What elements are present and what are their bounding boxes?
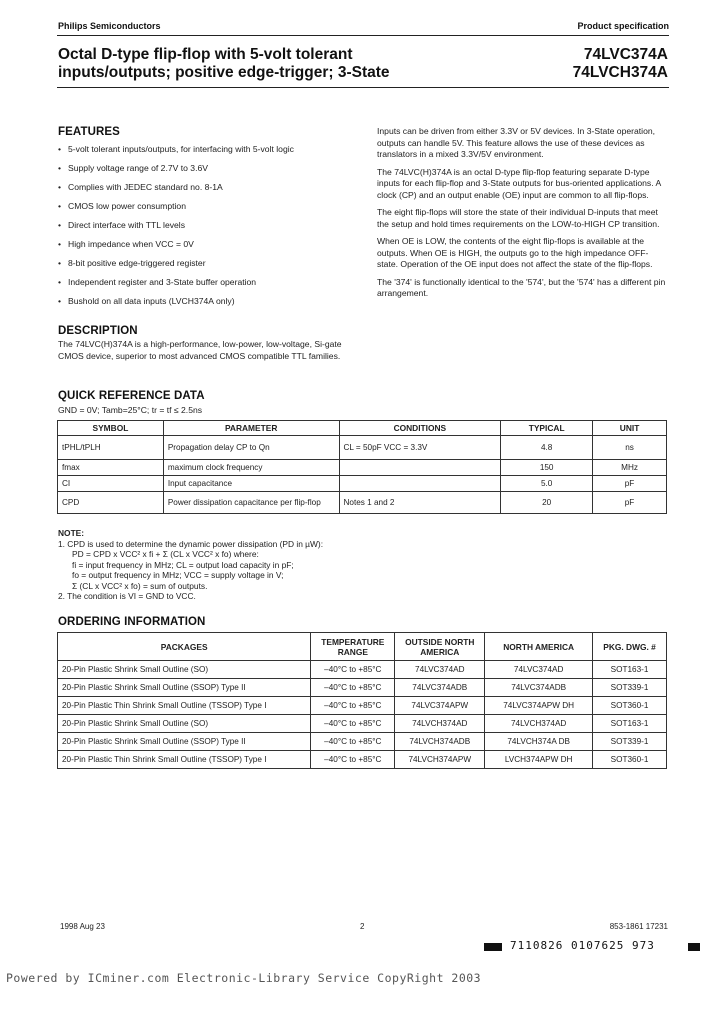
column-header: NORTH AMERICA [485,633,593,661]
ordering-table [57,632,667,769]
title-line-2: inputs/outputs; positive edge-trigger; 3-State [58,64,390,81]
feature-item: • Direct interface with TTL levels [58,220,358,239]
parameter-cell: maximum clock frequency [163,460,339,476]
description-section [58,325,350,362]
unit-cell: MHz [593,460,667,476]
footer-date: 1998 Aug 23 [60,922,105,931]
package-cell: 20-Pin Plastic Shrink Small Outline (SSOP) Type II [58,733,311,751]
symbol-cell: tPHL/tPLH [58,436,164,460]
parameter-cell: Input capacitance [163,476,339,492]
north-america-cell: 74LVCH374AD [485,715,593,733]
parameter-cell: Power dissipation capacitance per flip-flop [163,492,339,514]
table-row [58,733,667,751]
outside-na-cell: 74LVCH374ADB [395,733,485,751]
table-row [58,492,667,514]
column-header: CONDITIONS [339,421,501,436]
barcode-number: 7110826 0107625 973 [510,939,655,952]
column-header: PARAMETER [163,421,339,436]
conditions-cell: Notes 1 and 2 [339,492,501,514]
pkg-dwg-cell: SOT339-1 [593,679,667,697]
note-line: 1. CPD is used to determine the dynamic power dissipation (PD in µW): [58,538,324,549]
footer-doc-code: 853-1861 17231 [609,922,668,931]
feature-item: • High impedance when VCC = 0V [58,239,358,258]
column-header: OUTSIDE NORTH AMERICA [395,633,485,661]
footer-page-number: 2 [360,922,365,931]
package-cell: 20-Pin Plastic Shrink Small Outline (SSOP) Type II [58,679,311,697]
document-type: Product specification [577,21,669,31]
part-number-2: 74LVCH374A [572,64,668,81]
note-line: 2. The condition is VI = GND to VCC. [58,591,196,601]
temperature-cell: –40°C to +85°C [311,715,395,733]
powered-by-notice: Powered by ICminer.com Electronic-Library Service CopyRight 2003 [6,971,482,985]
typical-cell: 150 [501,460,593,476]
note-line: fi = input frequency in MHz; CL = output load capacity in pF; [72,559,294,570]
quick-ref-table [57,420,667,514]
column-header: PACKAGES [58,633,311,661]
pkg-dwg-cell: SOT360-1 [593,697,667,715]
symbol-cell: CPD [58,492,164,514]
outside-na-cell: 74LVC374APW [395,697,485,715]
typical-cell: 4.8 [501,436,593,460]
typical-cell: 20 [501,492,593,514]
north-america-cell: LVCH374APW DH [485,751,593,769]
temperature-cell: –40°C to +85°C [311,697,395,715]
unit-cell: ns [593,436,667,460]
symbol-cell: CI [58,476,164,492]
north-america-cell: 74LVC374AD [485,661,593,679]
symbol-cell: fmax [58,460,164,476]
right-column [377,126,669,300]
title-line-1: Octal D-type flip-flop with 5-volt tolerant [58,46,353,63]
paragraph-flipflops: The eight flip-flops will store the state of their individual D-inputs that meet the setup and hold times requirements on the LOW-to-HIGH CP transition. [377,207,660,229]
note-line: fo = output frequency in MHz; VCC = supply voltage in V; [72,570,284,580]
paragraph-pin-arrangement: The '374' is functionally identical to the '574', but the '574' has a different pin arrangement. [377,276,666,298]
conditions-cell [339,476,501,492]
pkg-dwg-cell: SOT163-1 [593,715,667,733]
feature-item: • CMOS low power consumption [58,201,358,220]
column-header: TEMPERATURE RANGE [311,633,395,661]
unit-cell: pF [593,476,667,492]
temperature-cell: –40°C to +85°C [311,679,395,697]
temperature-cell: –40°C to +85°C [311,661,395,679]
temperature-cell: –40°C to +85°C [311,751,395,769]
feature-item: • Bushold on all data inputs (LVCH374A only) [58,296,358,315]
unit-cell: pF [593,492,667,514]
note-line: PD = CPD x VCC² x fi + Σ (CL x VCC² x fo) where: [72,549,259,559]
quick-ref-heading: QUICK REFERENCE DATA [58,390,205,402]
paragraph-inputs: Inputs can be driven from either 3.3V or 5V devices. In 3-State operation, outputs can handle 5V. This feature allows the use of these devices as translators in a mixed 3.3V/5V environment. [377,126,656,159]
table-row [58,715,667,733]
feature-item: • 5-volt tolerant inputs/outputs, for interfacing with 5-volt logic [58,144,358,163]
feature-item: • 8-bit positive edge-triggered register [58,258,358,277]
table-row [58,661,667,679]
paragraph-output-enable: When OE is LOW, the contents of the eight flip-flops is available at the outputs. When OE is HIGH, the outputs go to the high impedance OFF-state. Operation of the OE input does not affect the state of the flip-flops. [377,236,653,269]
north-america-cell: 74LVC374ADB [485,679,593,697]
column-header: UNIT [593,421,667,436]
description-text: The 74LVC(H)374A is a high-performance, low-power, low-voltage, Si-gate CMOS device, superior to most advanced CMOS compatible TTL families. [58,339,342,361]
table-header-row [58,633,667,661]
pkg-dwg-cell: SOT163-1 [593,661,667,679]
table-header-row [58,421,667,436]
outside-na-cell: 74LVCH374APW [395,751,485,769]
column-header: TYPICAL [501,421,593,436]
description-heading: DESCRIPTION [58,325,138,337]
north-america-cell: 74LVC374APW DH [485,697,593,715]
conditions-cell [339,460,501,476]
pkg-dwg-cell: SOT339-1 [593,733,667,751]
note-line: Σ (CL x VCC² x fo) = sum of outputs. [72,580,208,591]
features-heading: FEATURES [58,126,120,138]
column-header: SYMBOL [58,421,164,436]
table-row [58,679,667,697]
feature-item: • Independent register and 3-State buffer operation [58,277,358,296]
temperature-cell: –40°C to +85°C [311,733,395,751]
ordering-heading: ORDERING INFORMATION [58,616,206,628]
package-cell: 20-Pin Plastic Thin Shrink Small Outline (TSSOP) Type I [58,697,311,715]
paragraph-overview: The 74LVC(H)374A is an octal D-type flip-flop featuring separate D-type inputs for each flip-flop and 3-State outputs for bus-oriented applications. A clock (CP) and an output enable (OE) input are common to all flip-flops. [377,166,661,200]
table-row [58,751,667,769]
table-row [58,697,667,715]
quick-ref-conditions: GND = 0V; Tamb=25°C; tr = tf ≤ 2.5ns [58,405,203,415]
feature-item: • Complies with JEDEC standard no. 8-1A [58,182,358,201]
pkg-dwg-cell: SOT360-1 [593,751,667,769]
features-section [58,126,358,315]
table-row [58,476,667,492]
barcode-mark-left [484,943,502,951]
header-rule [57,35,669,36]
features-list [58,144,358,315]
conditions-cell: CL = 50pF VCC = 3.3V [339,436,501,460]
part-number-1: 74LVC374A [583,46,668,63]
package-cell: 20-Pin Plastic Shrink Small Outline (SO) [58,715,311,733]
notes-section [58,528,388,602]
outside-na-cell: 74LVC374AD [395,661,485,679]
outside-na-cell: 74LVCH374AD [395,715,485,733]
column-header: PKG. DWG. # [593,633,667,661]
company-name: Philips Semiconductors [58,21,161,31]
package-cell: 20-Pin Plastic Shrink Small Outline (SO) [58,661,311,679]
north-america-cell: 74LVCH374A DB [485,733,593,751]
parameter-cell: Propagation delay CP to Qn [163,436,339,460]
table-row [58,436,667,460]
typical-cell: 5.0 [501,476,593,492]
notes-heading: NOTE: [58,528,85,538]
package-cell: 20-Pin Plastic Thin Shrink Small Outline (TSSOP) Type I [58,751,311,769]
outside-na-cell: 74LVC374ADB [395,679,485,697]
feature-item: • Supply voltage range of 2.7V to 3.6V [58,163,358,182]
table-row [58,460,667,476]
barcode-mark-right [688,943,700,951]
title-rule [57,87,669,88]
